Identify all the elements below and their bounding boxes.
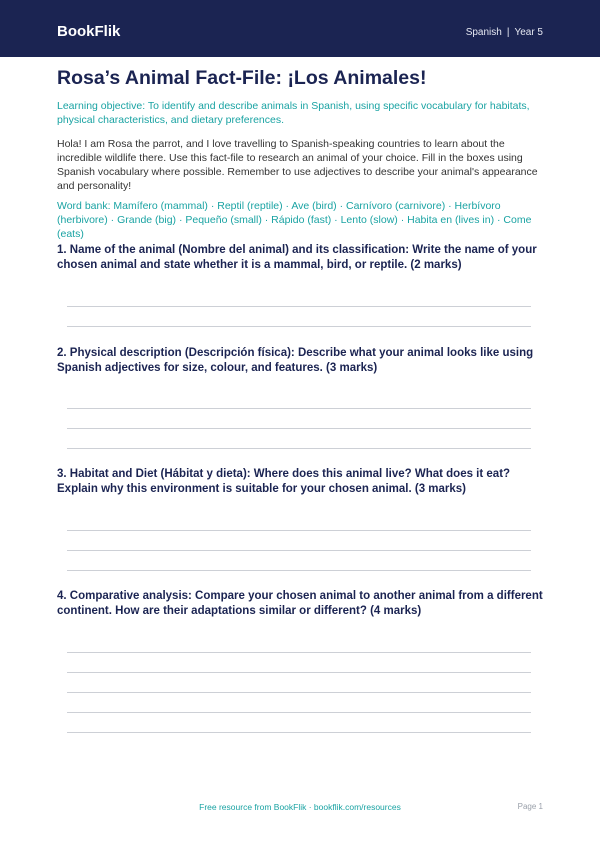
question-3: 3. Habitat and Diet (Hábitat y dieta): Where does this animal live? What does it eat? Explain why this environment is suitable for your chosen animal. (3 marks) — [57, 468, 511, 495]
answer-line[interactable] — [67, 652, 531, 653]
answer-line[interactable] — [67, 692, 531, 693]
question-2: 2. Physical description (Descripción física): Describe what your animal looks like using Spanish adjectives for size, colour, and features. (3 marks) — [57, 347, 534, 374]
word-bank: Word bank: Mamífero (mammal) · Reptil (reptile) · Ave (bird) · Carnívoro (carnivore) · Herbívoro (herbivore) · Grande (big) · Pequeño (small) · Rápido (fast) · Lento (slow) · Habita en (lives in) · Come (eats) — [57, 200, 532, 240]
subject-year — [466, 27, 543, 39]
question-4: 4. Comparative analysis: Compare your chosen animal to another animal from a different continent. How are their adaptations similar or different? (4 marks) — [57, 590, 543, 617]
answer-line[interactable] — [67, 428, 531, 429]
year-label: Year 5 — [514, 27, 543, 38]
header-bar — [0, 0, 600, 57]
subject-label: Spanish — [465, 27, 502, 38]
footer-link[interactable]: Free resource from BookFlik · bookflik.com/resources — [199, 802, 401, 812]
answer-line[interactable] — [67, 550, 531, 551]
answer-line[interactable] — [67, 570, 531, 571]
meta-separator: | — [506, 27, 510, 38]
answer-line[interactable] — [67, 448, 531, 449]
learning-objective: Learning objective: To identify and describe animals in Spanish, using specific vocabulary for habitats, physical characteristics, and dietary preferences. — [57, 100, 530, 126]
brand-logo: BookFlik — [57, 23, 121, 40]
intro-text: Hola! I am Rosa the parrot, and I love travelling to Spanish-speaking countries to learn about the incredible wildlife there. Use this fact-file to research an animal of your choice. Fill in the boxes using Spanish vocabulary where possible. Remember to use adjectives to describe your animal's appearance and personality! — [57, 138, 538, 192]
answer-line[interactable] — [67, 732, 531, 733]
answer-line[interactable] — [67, 306, 531, 307]
answer-line[interactable] — [67, 712, 531, 713]
answer-line[interactable] — [67, 326, 531, 327]
page-number: Page 1 — [517, 802, 543, 811]
answer-line[interactable] — [67, 672, 531, 673]
answer-line[interactable] — [67, 408, 531, 409]
question-1: 1. Name of the animal (Nombre del animal) and its classification: Write the name of your chosen animal and state whether it is a mammal, bird, or reptile. (2 marks) — [57, 244, 537, 271]
answer-line[interactable] — [67, 530, 531, 531]
page-title: Rosa’s Animal Fact-File: ¡Los Animales! — [57, 67, 427, 89]
